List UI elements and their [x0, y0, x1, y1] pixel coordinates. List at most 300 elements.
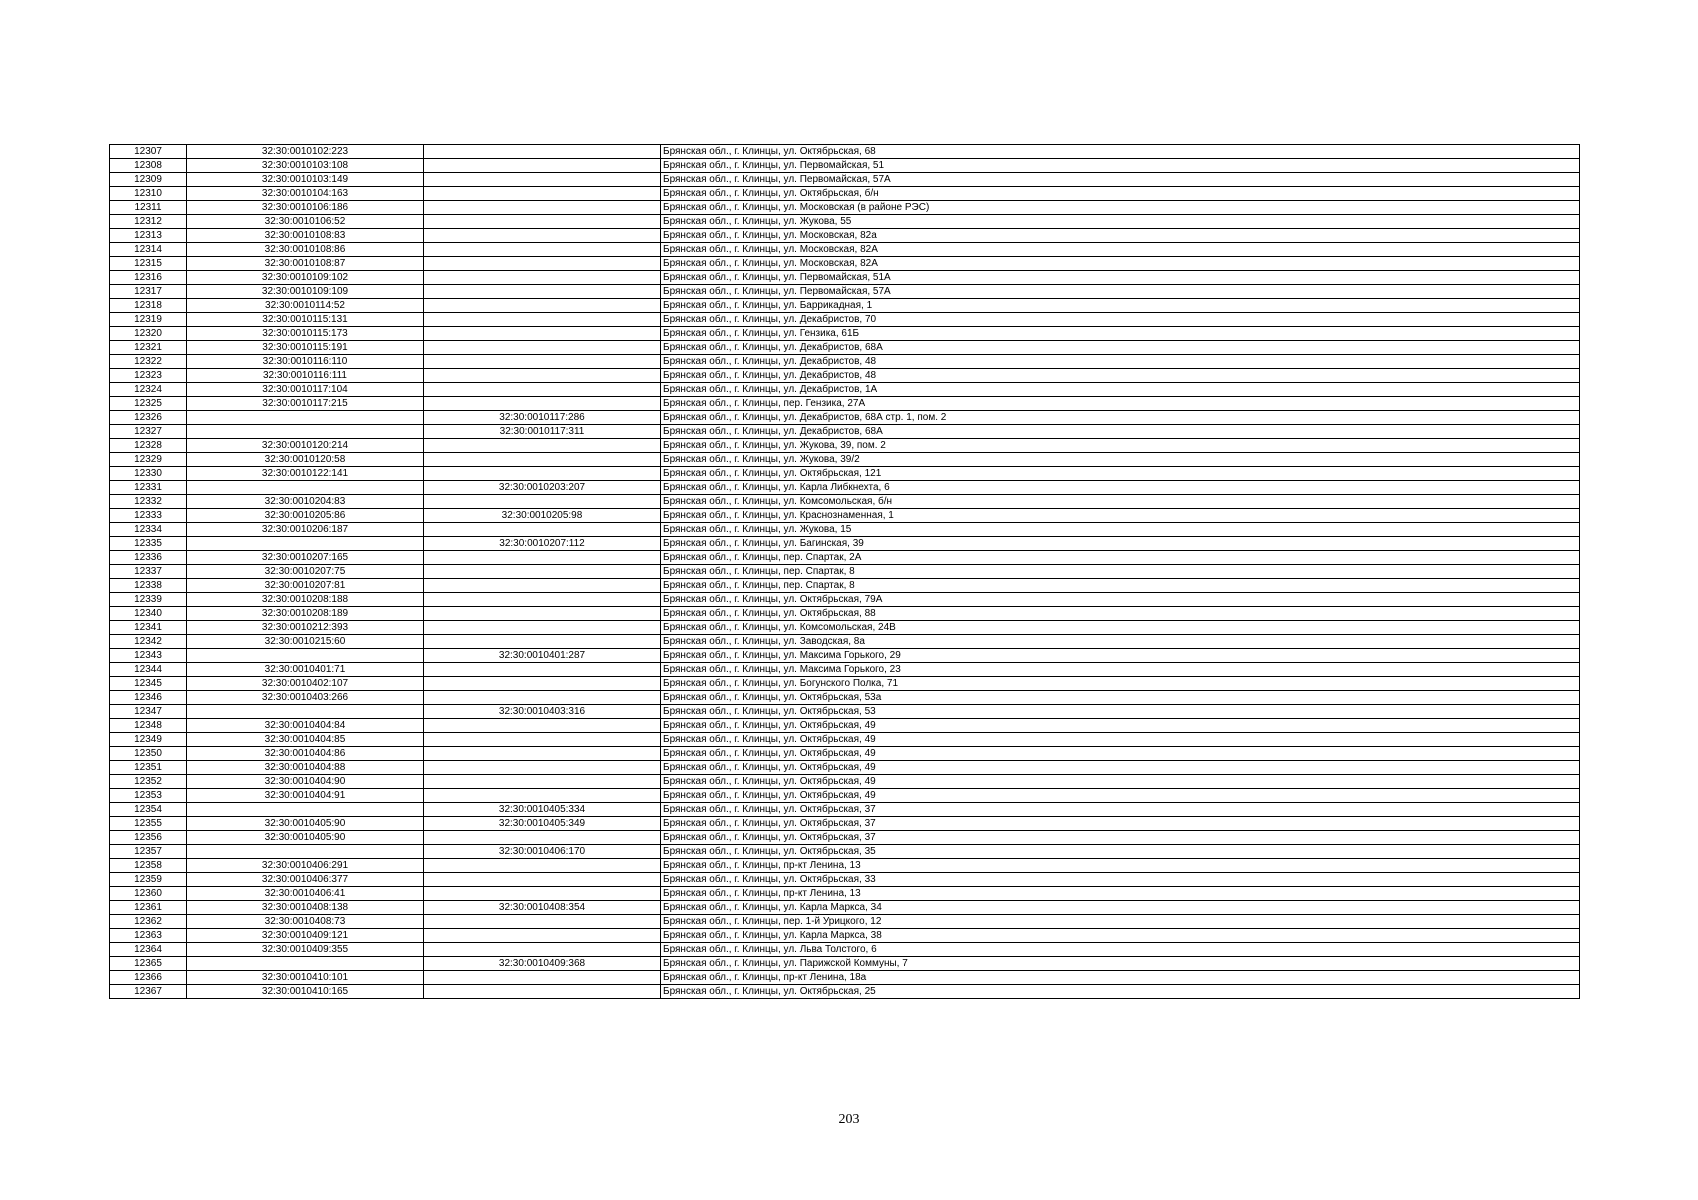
cadastral-number-cell: 32:30:0010109:109 [187, 285, 424, 299]
row-number-cell: 12351 [110, 761, 187, 775]
cadastral-number-cell: 32:30:0010404:91 [187, 789, 424, 803]
address-cell: Брянская обл., г. Клинцы, ул. Парижской Коммуны, 7 [661, 957, 1580, 971]
table-row [110, 453, 1580, 467]
row-number-cell: 12339 [110, 593, 187, 607]
related-cadastral-number-cell [424, 887, 661, 901]
address-cell: Брянская обл., г. Клинцы, пер. Спартак, 8 [661, 565, 1580, 579]
related-cadastral-number-cell: 32:30:0010406:170 [424, 845, 661, 859]
related-cadastral-number-cell [424, 565, 661, 579]
row-number-cell: 12352 [110, 775, 187, 789]
related-cadastral-number-cell [424, 551, 661, 565]
cadastral-number-cell: 32:30:0010117:104 [187, 383, 424, 397]
row-number-cell: 12336 [110, 551, 187, 565]
row-number-cell: 12340 [110, 607, 187, 621]
cadastral-number-cell: 32:30:0010115:173 [187, 327, 424, 341]
cadastral-number-cell [187, 957, 424, 971]
address-cell: Брянская обл., г. Клинцы, пр-кт Ленина, 13 [661, 887, 1580, 901]
address-cell: Брянская обл., г. Клинцы, ул. Московская (в районе РЭС) [661, 201, 1580, 215]
related-cadastral-number-cell [424, 677, 661, 691]
address-cell: Брянская обл., г. Клинцы, ул. Первомайская, 51 [661, 159, 1580, 173]
related-cadastral-number-cell [424, 523, 661, 537]
row-number-cell: 12331 [110, 481, 187, 495]
table-row [110, 201, 1580, 215]
table-row [110, 649, 1580, 663]
cadastral-number-cell: 32:30:0010409:355 [187, 943, 424, 957]
cadastral-number-cell: 32:30:0010215:60 [187, 635, 424, 649]
related-cadastral-number-cell [424, 257, 661, 271]
cadastral-number-cell: 32:30:0010108:86 [187, 243, 424, 257]
table-row [110, 397, 1580, 411]
row-number-cell: 12359 [110, 873, 187, 887]
related-cadastral-number-cell [424, 761, 661, 775]
address-cell: Брянская обл., г. Клинцы, ул. Декабристов, 68А [661, 425, 1580, 439]
row-number-cell: 12362 [110, 915, 187, 929]
table-row [110, 901, 1580, 915]
related-cadastral-number-cell [424, 929, 661, 943]
address-cell: Брянская обл., г. Клинцы, ул. Жукова, 15 [661, 523, 1580, 537]
related-cadastral-number-cell [424, 243, 661, 257]
address-cell: Брянская обл., г. Клинцы, ул. Декабристов, 68А стр. 1, пом. 2 [661, 411, 1580, 425]
address-cell: Брянская обл., г. Клинцы, ул. Октябрьская, 37 [661, 803, 1580, 817]
related-cadastral-number-cell [424, 873, 661, 887]
table-row [110, 215, 1580, 229]
row-number-cell: 12314 [110, 243, 187, 257]
cadastral-number-cell: 32:30:0010207:81 [187, 579, 424, 593]
address-cell: Брянская обл., г. Клинцы, ул. Жукова, 39, пом. 2 [661, 439, 1580, 453]
address-cell: Брянская обл., г. Клинцы, ул. Жукова, 55 [661, 215, 1580, 229]
table-row [110, 411, 1580, 425]
table-row [110, 747, 1580, 761]
cadastral-number-cell: 32:30:0010106:186 [187, 201, 424, 215]
row-number-cell: 12332 [110, 495, 187, 509]
row-number-cell: 12326 [110, 411, 187, 425]
table-row [110, 593, 1580, 607]
row-number-cell: 12330 [110, 467, 187, 481]
address-cell: Брянская обл., г. Клинцы, ул. Октябрьская, 49 [661, 775, 1580, 789]
related-cadastral-number-cell [424, 299, 661, 313]
related-cadastral-number-cell: 32:30:0010405:349 [424, 817, 661, 831]
table-row [110, 341, 1580, 355]
row-number-cell: 12354 [110, 803, 187, 817]
address-cell: Брянская обл., г. Клинцы, ул. Карла Маркса, 38 [661, 929, 1580, 943]
related-cadastral-number-cell [424, 369, 661, 383]
table-row [110, 845, 1580, 859]
address-cell: Брянская обл., г. Клинцы, ул. Октябрьская, 37 [661, 831, 1580, 845]
cadastral-number-cell: 32:30:0010106:52 [187, 215, 424, 229]
address-cell: Брянская обл., г. Клинцы, ул. Баррикадная, 1 [661, 299, 1580, 313]
table-row [110, 579, 1580, 593]
table-row [110, 159, 1580, 173]
row-number-cell: 12311 [110, 201, 187, 215]
address-cell: Брянская обл., г. Клинцы, ул. Декабристов, 48 [661, 369, 1580, 383]
related-cadastral-number-cell [424, 215, 661, 229]
row-number-cell: 12307 [110, 145, 187, 159]
address-cell: Брянская обл., г. Клинцы, ул. Октябрьская, 49 [661, 761, 1580, 775]
related-cadastral-number-cell [424, 775, 661, 789]
row-number-cell: 12317 [110, 285, 187, 299]
address-cell: Брянская обл., г. Клинцы, ул. Декабристов, 68А [661, 341, 1580, 355]
related-cadastral-number-cell [424, 635, 661, 649]
cadastral-number-cell: 32:30:0010406:41 [187, 887, 424, 901]
cadastral-number-cell: 32:30:0010115:131 [187, 313, 424, 327]
address-cell: Брянская обл., г. Клинцы, ул. Октябрьская, 49 [661, 733, 1580, 747]
related-cadastral-number-cell [424, 733, 661, 747]
row-number-cell: 12364 [110, 943, 187, 957]
address-cell: Брянская обл., г. Клинцы, ул. Октябрьская, 88 [661, 607, 1580, 621]
row-number-cell: 12333 [110, 509, 187, 523]
related-cadastral-number-cell [424, 831, 661, 845]
cadastral-number-cell [187, 705, 424, 719]
address-cell: Брянская обл., г. Клинцы, пер. Спартак, 8 [661, 579, 1580, 593]
address-cell: Брянская обл., г. Клинцы, ул. Карла Маркса, 34 [661, 901, 1580, 915]
address-cell: Брянская обл., г. Клинцы, ул. Октябрьская, 49 [661, 747, 1580, 761]
related-cadastral-number-cell [424, 173, 661, 187]
related-cadastral-number-cell [424, 593, 661, 607]
cadastral-number-cell: 32:30:0010207:75 [187, 565, 424, 579]
row-number-cell: 12324 [110, 383, 187, 397]
cadastral-number-cell: 32:30:0010406:377 [187, 873, 424, 887]
row-number-cell: 12344 [110, 663, 187, 677]
table-row [110, 971, 1580, 985]
address-cell: Брянская обл., г. Клинцы, пер. Спартак, 2А [661, 551, 1580, 565]
table-row [110, 873, 1580, 887]
cadastral-number-cell: 32:30:0010103:149 [187, 173, 424, 187]
cadastral-number-cell: 32:30:0010205:86 [187, 509, 424, 523]
table-row [110, 383, 1580, 397]
table-row [110, 635, 1580, 649]
cadastral-number-cell: 32:30:0010103:108 [187, 159, 424, 173]
cadastral-number-cell: 32:30:0010406:291 [187, 859, 424, 873]
table-row [110, 565, 1580, 579]
address-cell: Брянская обл., г. Клинцы, ул. Первомайская, 57А [661, 285, 1580, 299]
address-cell: Брянская обл., г. Клинцы, ул. Октябрьская, 121 [661, 467, 1580, 481]
cadastral-number-cell: 32:30:0010410:165 [187, 985, 424, 999]
related-cadastral-number-cell [424, 145, 661, 159]
table-row [110, 229, 1580, 243]
row-number-cell: 12341 [110, 621, 187, 635]
row-number-cell: 12363 [110, 929, 187, 943]
cadastral-number-cell [187, 649, 424, 663]
cadastral-number-cell [187, 425, 424, 439]
related-cadastral-number-cell: 32:30:0010401:287 [424, 649, 661, 663]
address-cell: Брянская обл., г. Клинцы, ул. Московская, 82А [661, 243, 1580, 257]
row-number-cell: 12357 [110, 845, 187, 859]
related-cadastral-number-cell: 32:30:0010205:98 [424, 509, 661, 523]
address-cell: Брянская обл., г. Клинцы, ул. Первомайская, 51А [661, 271, 1580, 285]
address-cell: Брянская обл., г. Клинцы, пер. 1-й Урицкого, 12 [661, 915, 1580, 929]
related-cadastral-number-cell [424, 663, 661, 677]
related-cadastral-number-cell [424, 313, 661, 327]
related-cadastral-number-cell [424, 159, 661, 173]
related-cadastral-number-cell [424, 271, 661, 285]
row-number-cell: 12316 [110, 271, 187, 285]
related-cadastral-number-cell [424, 607, 661, 621]
address-cell: Брянская обл., г. Клинцы, ул. Гензика, 61Б [661, 327, 1580, 341]
address-cell: Брянская обл., г. Клинцы, ул. Краснознаменная, 1 [661, 509, 1580, 523]
table-row [110, 327, 1580, 341]
cadastral-number-cell [187, 803, 424, 817]
related-cadastral-number-cell [424, 915, 661, 929]
cadastral-number-cell: 32:30:0010404:90 [187, 775, 424, 789]
address-cell: Брянская обл., г. Клинцы, ул. Карла Либкнехта, 6 [661, 481, 1580, 495]
cadastral-number-cell: 32:30:0010208:188 [187, 593, 424, 607]
cadastral-number-cell [187, 411, 424, 425]
related-cadastral-number-cell [424, 971, 661, 985]
cadastral-number-cell: 32:30:0010114:52 [187, 299, 424, 313]
cadastral-number-cell: 32:30:0010410:101 [187, 971, 424, 985]
related-cadastral-number-cell [424, 341, 661, 355]
row-number-cell: 12309 [110, 173, 187, 187]
row-number-cell: 12349 [110, 733, 187, 747]
row-number-cell: 12361 [110, 901, 187, 915]
table-row [110, 719, 1580, 733]
row-number-cell: 12323 [110, 369, 187, 383]
cadastral-number-cell: 32:30:0010108:87 [187, 257, 424, 271]
row-number-cell: 12329 [110, 453, 187, 467]
cadastral-number-cell: 32:30:0010404:84 [187, 719, 424, 733]
related-cadastral-number-cell [424, 229, 661, 243]
cadastral-number-cell: 32:30:0010115:191 [187, 341, 424, 355]
table-row [110, 467, 1580, 481]
table-row [110, 369, 1580, 383]
related-cadastral-number-cell: 32:30:0010403:316 [424, 705, 661, 719]
address-cell: Брянская обл., г. Клинцы, ул. Октябрьская, 25 [661, 985, 1580, 999]
address-cell: Брянская обл., г. Клинцы, ул. Октябрьская, 33 [661, 873, 1580, 887]
address-cell: Брянская обл., г. Клинцы, ул. Московская, 82а [661, 229, 1580, 243]
row-number-cell: 12312 [110, 215, 187, 229]
row-number-cell: 12308 [110, 159, 187, 173]
cadastral-number-cell: 32:30:0010120:214 [187, 439, 424, 453]
row-number-cell: 12347 [110, 705, 187, 719]
page-number: 203 [838, 1112, 860, 1127]
cadastral-number-cell: 32:30:0010409:121 [187, 929, 424, 943]
table-row [110, 425, 1580, 439]
address-cell: Брянская обл., г. Клинцы, ул. Октябрьская, 49 [661, 719, 1580, 733]
row-number-cell: 12343 [110, 649, 187, 663]
table-row [110, 915, 1580, 929]
address-cell: Брянская обл., г. Клинцы, ул. Октябрьская, 49 [661, 789, 1580, 803]
cadastral-number-cell: 32:30:0010212:393 [187, 621, 424, 635]
table-row [110, 761, 1580, 775]
related-cadastral-number-cell: 32:30:0010408:354 [424, 901, 661, 915]
table-row [110, 691, 1580, 705]
cadastral-number-cell [187, 845, 424, 859]
related-cadastral-number-cell: 32:30:0010405:334 [424, 803, 661, 817]
row-number-cell: 12320 [110, 327, 187, 341]
table-row [110, 523, 1580, 537]
cadastral-number-cell: 32:30:0010104:163 [187, 187, 424, 201]
table-row [110, 929, 1580, 943]
table-row [110, 803, 1580, 817]
table-row [110, 551, 1580, 565]
row-number-cell: 12365 [110, 957, 187, 971]
address-cell: Брянская обл., г. Клинцы, ул. Декабристов, 70 [661, 313, 1580, 327]
cadastral-number-cell: 32:30:0010404:88 [187, 761, 424, 775]
row-number-cell: 12319 [110, 313, 187, 327]
row-number-cell: 12355 [110, 817, 187, 831]
row-number-cell: 12338 [110, 579, 187, 593]
cadastral-number-cell: 32:30:0010116:111 [187, 369, 424, 383]
related-cadastral-number-cell [424, 789, 661, 803]
address-cell: Брянская обл., г. Клинцы, ул. Октябрьская, 79А [661, 593, 1580, 607]
table-row [110, 285, 1580, 299]
address-cell: Брянская обл., г. Клинцы, ул. Московская, 82А [661, 257, 1580, 271]
table-row [110, 271, 1580, 285]
row-number-cell: 12356 [110, 831, 187, 845]
address-cell: Брянская обл., г. Клинцы, ул. Октябрьская, 53а [661, 691, 1580, 705]
table-row [110, 481, 1580, 495]
address-cell: Брянская обл., г. Клинцы, ул. Заводская, 8а [661, 635, 1580, 649]
cadastral-number-cell: 32:30:0010405:90 [187, 817, 424, 831]
address-cell: Брянская обл., г. Клинцы, пр-кт Ленина, 18а [661, 971, 1580, 985]
address-cell: Брянская обл., г. Клинцы, ул. Максима Горького, 29 [661, 649, 1580, 663]
row-number-cell: 12334 [110, 523, 187, 537]
table-row [110, 733, 1580, 747]
table-row [110, 145, 1580, 159]
address-cell: Брянская обл., г. Клинцы, ул. Первомайская, 57А [661, 173, 1580, 187]
row-number-cell: 12366 [110, 971, 187, 985]
property-table-body [110, 145, 1580, 999]
row-number-cell: 12353 [110, 789, 187, 803]
row-number-cell: 12342 [110, 635, 187, 649]
related-cadastral-number-cell: 32:30:0010203:207 [424, 481, 661, 495]
related-cadastral-number-cell [424, 285, 661, 299]
cadastral-number-cell: 32:30:0010116:110 [187, 355, 424, 369]
row-number-cell: 12322 [110, 355, 187, 369]
row-number-cell: 12345 [110, 677, 187, 691]
table-row [110, 187, 1580, 201]
table-row [110, 313, 1580, 327]
table-row [110, 985, 1580, 999]
table-row [110, 607, 1580, 621]
address-cell: Брянская обл., г. Клинцы, ул. Декабристов, 1А [661, 383, 1580, 397]
related-cadastral-number-cell [424, 453, 661, 467]
cadastral-number-cell: 32:30:0010108:83 [187, 229, 424, 243]
table-row [110, 663, 1580, 677]
row-number-cell: 12318 [110, 299, 187, 313]
row-number-cell: 12328 [110, 439, 187, 453]
row-number-cell: 12348 [110, 719, 187, 733]
address-cell: Брянская обл., г. Клинцы, ул. Октябрьская, 53 [661, 705, 1580, 719]
related-cadastral-number-cell: 32:30:0010117:286 [424, 411, 661, 425]
table-row [110, 257, 1580, 271]
address-cell: Брянская обл., г. Клинцы, ул. Октябрьская, 35 [661, 845, 1580, 859]
address-cell: Брянская обл., г. Клинцы, ул. Льва Толстого, 6 [661, 943, 1580, 957]
cadastral-number-cell: 32:30:0010404:85 [187, 733, 424, 747]
cadastral-number-cell: 32:30:0010117:215 [187, 397, 424, 411]
table-row [110, 957, 1580, 971]
table-row [110, 775, 1580, 789]
address-cell: Брянская обл., г. Клинцы, ул. Декабристов, 48 [661, 355, 1580, 369]
table-row [110, 439, 1580, 453]
row-number-cell: 12327 [110, 425, 187, 439]
related-cadastral-number-cell [424, 943, 661, 957]
table-row [110, 537, 1580, 551]
table-row [110, 299, 1580, 313]
cadastral-number-cell: 32:30:0010405:90 [187, 831, 424, 845]
row-number-cell: 12315 [110, 257, 187, 271]
cadastral-number-cell: 32:30:0010204:83 [187, 495, 424, 509]
related-cadastral-number-cell [424, 691, 661, 705]
related-cadastral-number-cell [424, 397, 661, 411]
table-row [110, 173, 1580, 187]
cadastral-number-cell: 32:30:0010401:71 [187, 663, 424, 677]
cadastral-number-cell: 32:30:0010122:141 [187, 467, 424, 481]
related-cadastral-number-cell [424, 719, 661, 733]
related-cadastral-number-cell [424, 355, 661, 369]
row-number-cell: 12358 [110, 859, 187, 873]
address-cell: Брянская обл., г. Клинцы, ул. Жукова, 39/2 [661, 453, 1580, 467]
row-number-cell: 12325 [110, 397, 187, 411]
table-row [110, 789, 1580, 803]
table-row [110, 859, 1580, 873]
table-row [110, 831, 1580, 845]
cadastral-number-cell [187, 481, 424, 495]
related-cadastral-number-cell [424, 201, 661, 215]
row-number-cell: 12360 [110, 887, 187, 901]
address-cell: Брянская обл., г. Клинцы, ул. Октябрьская, 37 [661, 817, 1580, 831]
row-number-cell: 12350 [110, 747, 187, 761]
address-cell: Брянская обл., г. Клинцы, ул. Октябрьская, б/н [661, 187, 1580, 201]
table-row [110, 817, 1580, 831]
address-cell: Брянская обл., г. Клинцы, ул. Максима Горького, 23 [661, 663, 1580, 677]
address-cell: Брянская обл., г. Клинцы, ул. Октябрьская, 68 [661, 145, 1580, 159]
cadastral-number-cell: 32:30:0010404:86 [187, 747, 424, 761]
related-cadastral-number-cell [424, 985, 661, 999]
cadastral-number-cell [187, 537, 424, 551]
property-table [109, 144, 1580, 999]
related-cadastral-number-cell: 32:30:0010117:311 [424, 425, 661, 439]
address-cell: Брянская обл., г. Клинцы, ул. Багинская, 39 [661, 537, 1580, 551]
related-cadastral-number-cell [424, 859, 661, 873]
table-row [110, 243, 1580, 257]
related-cadastral-number-cell [424, 439, 661, 453]
cadastral-number-cell: 32:30:0010208:189 [187, 607, 424, 621]
address-cell: Брянская обл., г. Клинцы, пер. Гензика, 27А [661, 397, 1580, 411]
related-cadastral-number-cell: 32:30:0010207:112 [424, 537, 661, 551]
related-cadastral-number-cell [424, 579, 661, 593]
row-number-cell: 12346 [110, 691, 187, 705]
related-cadastral-number-cell: 32:30:0010409:368 [424, 957, 661, 971]
row-number-cell: 12335 [110, 537, 187, 551]
table-row [110, 887, 1580, 901]
address-cell: Брянская обл., г. Клинцы, ул. Комсомольская, 24В [661, 621, 1580, 635]
related-cadastral-number-cell [424, 467, 661, 481]
related-cadastral-number-cell [424, 327, 661, 341]
cadastral-number-cell: 32:30:0010206:187 [187, 523, 424, 537]
table-row [110, 621, 1580, 635]
related-cadastral-number-cell [424, 747, 661, 761]
table-row [110, 355, 1580, 369]
cadastral-number-cell: 32:30:0010120:58 [187, 453, 424, 467]
row-number-cell: 12367 [110, 985, 187, 999]
cadastral-number-cell: 32:30:0010109:102 [187, 271, 424, 285]
table-row [110, 705, 1580, 719]
address-cell: Брянская обл., г. Клинцы, ул. Богунского Полка, 71 [661, 677, 1580, 691]
table-row [110, 677, 1580, 691]
related-cadastral-number-cell [424, 621, 661, 635]
cadastral-number-cell: 32:30:0010402:107 [187, 677, 424, 691]
address-cell: Брянская обл., г. Клинцы, пр-кт Ленина, 13 [661, 859, 1580, 873]
table-row [110, 509, 1580, 523]
cadastral-number-cell: 32:30:0010102:223 [187, 145, 424, 159]
cadastral-number-cell: 32:30:0010403:266 [187, 691, 424, 705]
cadastral-number-cell: 32:30:0010408:73 [187, 915, 424, 929]
related-cadastral-number-cell [424, 187, 661, 201]
table-row [110, 495, 1580, 509]
row-number-cell: 12310 [110, 187, 187, 201]
row-number-cell: 12313 [110, 229, 187, 243]
